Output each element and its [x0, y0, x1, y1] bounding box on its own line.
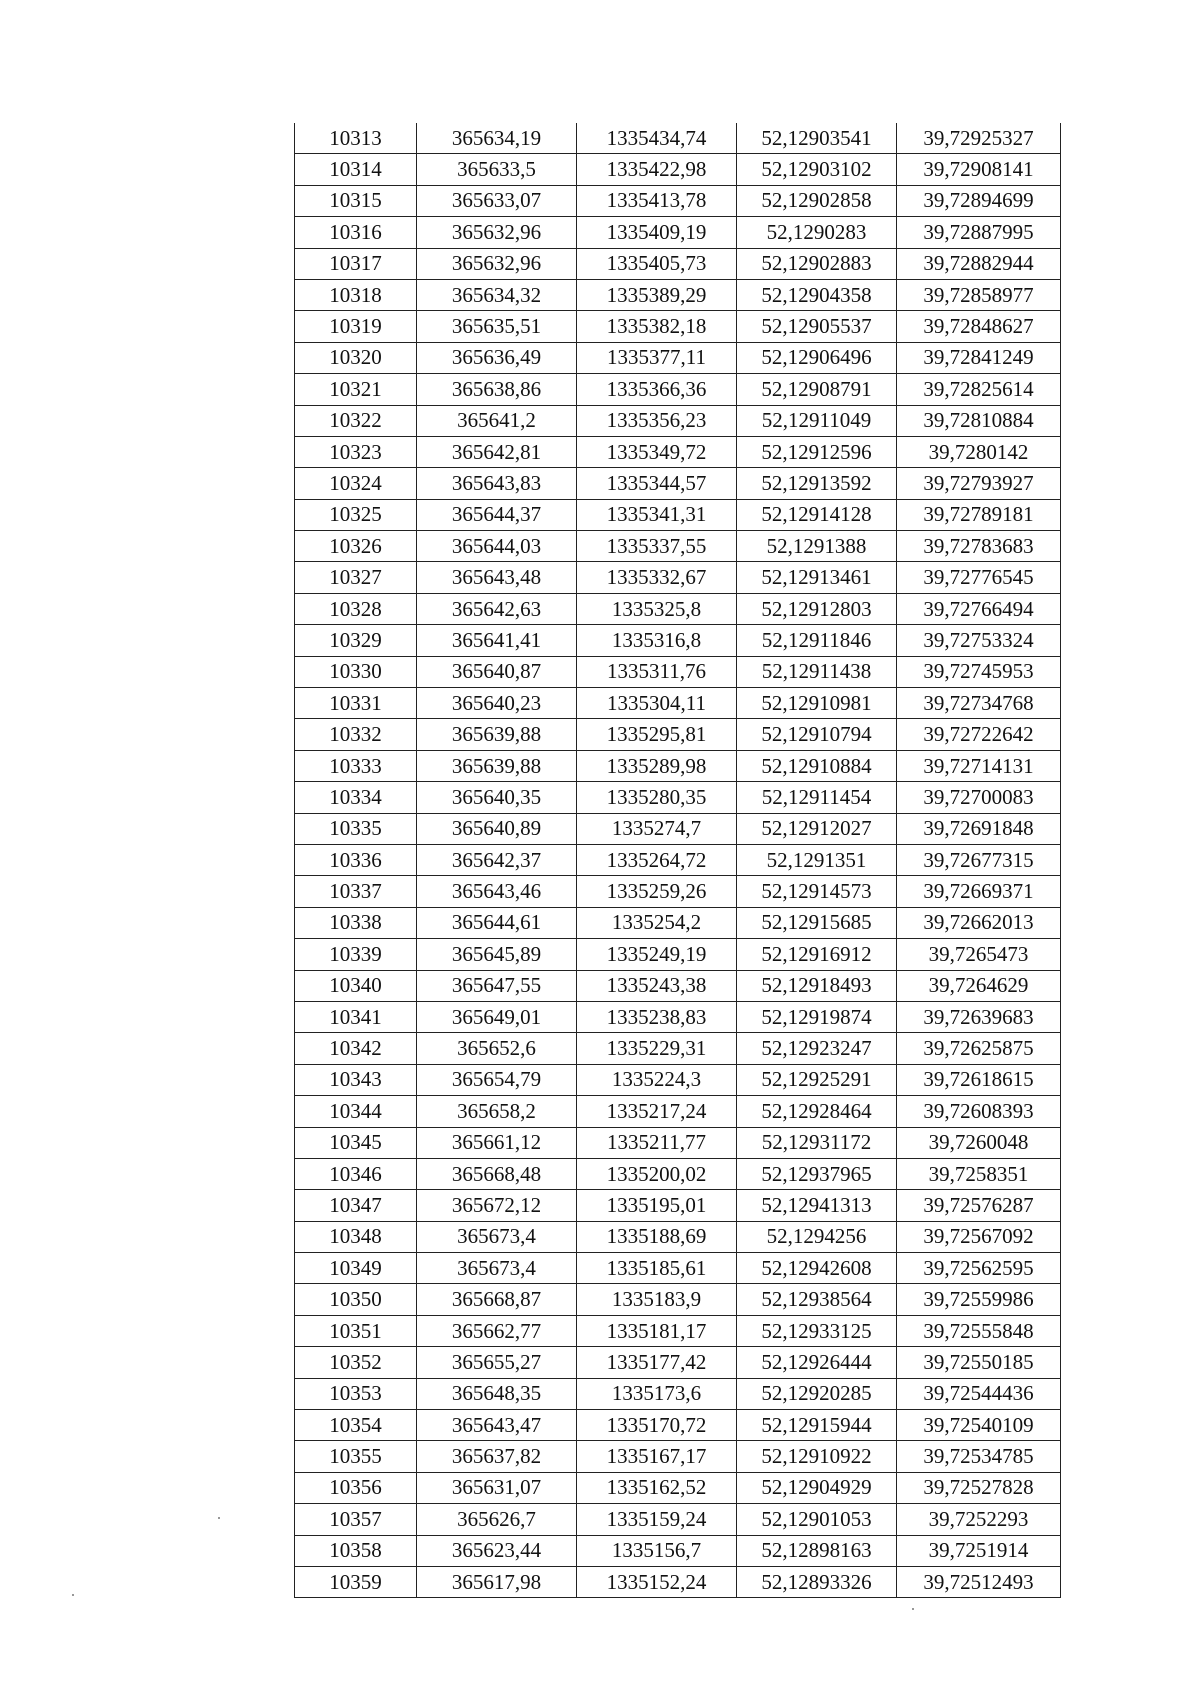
point-number-cell: 10318 [295, 279, 417, 310]
coordinates-table-body [295, 123, 1061, 1598]
x-coordinate-cell: 365617,98 [417, 1566, 577, 1597]
table-row [295, 876, 1061, 907]
table-row [295, 750, 1061, 781]
point-number-cell: 10325 [295, 499, 417, 530]
x-coordinate-cell: 365631,07 [417, 1472, 577, 1503]
point-number-cell: 10355 [295, 1441, 417, 1472]
latitude-cell: 52,12915944 [737, 1410, 897, 1441]
longitude-cell: 39,72559986 [897, 1284, 1061, 1315]
point-number-cell: 10320 [295, 342, 417, 373]
longitude-cell: 39,7264629 [897, 970, 1061, 1001]
longitude-cell: 39,72722642 [897, 719, 1061, 750]
point-number-cell: 10334 [295, 782, 417, 813]
y-coordinate-cell: 1335185,61 [577, 1253, 737, 1284]
longitude-cell: 39,72894699 [897, 185, 1061, 216]
latitude-cell: 52,12905537 [737, 311, 897, 342]
longitude-cell: 39,72625875 [897, 1033, 1061, 1064]
y-coordinate-cell: 1335224,3 [577, 1064, 737, 1095]
longitude-cell: 39,72618615 [897, 1064, 1061, 1095]
longitude-cell: 39,72753324 [897, 625, 1061, 656]
longitude-cell: 39,72567092 [897, 1221, 1061, 1252]
point-number-cell: 10350 [295, 1284, 417, 1315]
latitude-cell: 52,12910922 [737, 1441, 897, 1472]
y-coordinate-cell: 1335200,02 [577, 1158, 737, 1189]
x-coordinate-cell: 365644,61 [417, 907, 577, 938]
table-row [295, 1535, 1061, 1566]
table-row [295, 813, 1061, 844]
point-number-cell: 10319 [295, 311, 417, 342]
table-row [295, 970, 1061, 1001]
y-coordinate-cell: 1335289,98 [577, 750, 737, 781]
x-coordinate-cell: 365633,07 [417, 185, 577, 216]
y-coordinate-cell: 1335156,7 [577, 1535, 737, 1566]
point-number-cell: 10343 [295, 1064, 417, 1095]
longitude-cell: 39,7251914 [897, 1535, 1061, 1566]
x-coordinate-cell: 365662,77 [417, 1315, 577, 1346]
x-coordinate-cell: 365626,7 [417, 1504, 577, 1535]
y-coordinate-cell: 1335162,52 [577, 1472, 737, 1503]
table-row [295, 1284, 1061, 1315]
latitude-cell: 52,12904929 [737, 1472, 897, 1503]
x-coordinate-cell: 365658,2 [417, 1096, 577, 1127]
point-number-cell: 10345 [295, 1127, 417, 1158]
longitude-cell: 39,72810884 [897, 405, 1061, 436]
point-number-cell: 10338 [295, 907, 417, 938]
x-coordinate-cell: 365673,4 [417, 1221, 577, 1252]
point-number-cell: 10346 [295, 1158, 417, 1189]
table-row [295, 1378, 1061, 1409]
x-coordinate-cell: 365643,47 [417, 1410, 577, 1441]
latitude-cell: 52,12911438 [737, 656, 897, 687]
table-row [295, 185, 1061, 216]
latitude-cell: 52,12912027 [737, 813, 897, 844]
latitude-cell: 52,1290283 [737, 217, 897, 248]
y-coordinate-cell: 1335229,31 [577, 1033, 737, 1064]
table-row [295, 311, 1061, 342]
y-coordinate-cell: 1335311,76 [577, 656, 737, 687]
point-number-cell: 10327 [295, 562, 417, 593]
latitude-cell: 52,12916912 [737, 939, 897, 970]
longitude-cell: 39,72540109 [897, 1410, 1061, 1441]
latitude-cell: 52,12903102 [737, 154, 897, 185]
longitude-cell: 39,72544436 [897, 1378, 1061, 1409]
point-number-cell: 10317 [295, 248, 417, 279]
longitude-cell: 39,72734768 [897, 688, 1061, 719]
y-coordinate-cell: 1335332,67 [577, 562, 737, 593]
scan-speck [912, 1608, 914, 1610]
x-coordinate-cell: 365641,2 [417, 405, 577, 436]
table-row [295, 688, 1061, 719]
table-row [295, 405, 1061, 436]
point-number-cell: 10353 [295, 1378, 417, 1409]
y-coordinate-cell: 1335167,17 [577, 1441, 737, 1472]
y-coordinate-cell: 1335389,29 [577, 279, 737, 310]
table-row [295, 625, 1061, 656]
point-number-cell: 10349 [295, 1253, 417, 1284]
point-number-cell: 10354 [295, 1410, 417, 1441]
point-number-cell: 10352 [295, 1347, 417, 1378]
table-row [295, 1001, 1061, 1032]
longitude-cell: 39,7280142 [897, 436, 1061, 467]
y-coordinate-cell: 1335413,78 [577, 185, 737, 216]
longitude-cell: 39,72562595 [897, 1253, 1061, 1284]
point-number-cell: 10332 [295, 719, 417, 750]
y-coordinate-cell: 1335295,81 [577, 719, 737, 750]
latitude-cell: 52,12913461 [737, 562, 897, 593]
table-row [295, 217, 1061, 248]
latitude-cell: 52,12937965 [737, 1158, 897, 1189]
y-coordinate-cell: 1335377,11 [577, 342, 737, 373]
point-number-cell: 10344 [295, 1096, 417, 1127]
table-row [295, 1472, 1061, 1503]
table-row [295, 1410, 1061, 1441]
point-number-cell: 10324 [295, 468, 417, 499]
longitude-cell: 39,72677315 [897, 844, 1061, 875]
x-coordinate-cell: 365639,88 [417, 750, 577, 781]
point-number-cell: 10347 [295, 1190, 417, 1221]
table-row [295, 154, 1061, 185]
point-number-cell: 10329 [295, 625, 417, 656]
x-coordinate-cell: 365635,51 [417, 311, 577, 342]
y-coordinate-cell: 1335249,19 [577, 939, 737, 970]
longitude-cell: 39,72534785 [897, 1441, 1061, 1472]
x-coordinate-cell: 365642,37 [417, 844, 577, 875]
table-row [295, 1347, 1061, 1378]
x-coordinate-cell: 365643,46 [417, 876, 577, 907]
latitude-cell: 52,12902858 [737, 185, 897, 216]
point-number-cell: 10340 [295, 970, 417, 1001]
x-coordinate-cell: 365634,32 [417, 279, 577, 310]
x-coordinate-cell: 365643,48 [417, 562, 577, 593]
y-coordinate-cell: 1335217,24 [577, 1096, 737, 1127]
longitude-cell: 39,72783683 [897, 531, 1061, 562]
latitude-cell: 52,12902883 [737, 248, 897, 279]
x-coordinate-cell: 365640,35 [417, 782, 577, 813]
y-coordinate-cell: 1335274,7 [577, 813, 737, 844]
x-coordinate-cell: 365632,96 [417, 217, 577, 248]
x-coordinate-cell: 365639,88 [417, 719, 577, 750]
point-number-cell: 10316 [295, 217, 417, 248]
table-row [295, 1504, 1061, 1535]
x-coordinate-cell: 365654,79 [417, 1064, 577, 1095]
x-coordinate-cell: 365642,63 [417, 593, 577, 624]
y-coordinate-cell: 1335434,74 [577, 123, 737, 154]
longitude-cell: 39,72550185 [897, 1347, 1061, 1378]
longitude-cell: 39,7260048 [897, 1127, 1061, 1158]
point-number-cell: 10348 [295, 1221, 417, 1252]
longitude-cell: 39,7252293 [897, 1504, 1061, 1535]
latitude-cell: 52,12920285 [737, 1378, 897, 1409]
table-row [295, 782, 1061, 813]
x-coordinate-cell: 365672,12 [417, 1190, 577, 1221]
x-coordinate-cell: 365638,86 [417, 374, 577, 405]
coordinates-table [294, 123, 1061, 1598]
longitude-cell: 39,72887995 [897, 217, 1061, 248]
table-row [295, 562, 1061, 593]
point-number-cell: 10328 [295, 593, 417, 624]
x-coordinate-cell: 365661,12 [417, 1127, 577, 1158]
point-number-cell: 10358 [295, 1535, 417, 1566]
point-number-cell: 10323 [295, 436, 417, 467]
table-row [295, 1190, 1061, 1221]
y-coordinate-cell: 1335405,73 [577, 248, 737, 279]
latitude-cell: 52,12911846 [737, 625, 897, 656]
point-number-cell: 10331 [295, 688, 417, 719]
latitude-cell: 52,12912803 [737, 593, 897, 624]
latitude-cell: 52,12923247 [737, 1033, 897, 1064]
y-coordinate-cell: 1335422,98 [577, 154, 737, 185]
table-row [295, 593, 1061, 624]
latitude-cell: 52,12912596 [737, 436, 897, 467]
table-row [295, 907, 1061, 938]
longitude-cell: 39,72908141 [897, 154, 1061, 185]
scan-speck [218, 1517, 220, 1519]
longitude-cell: 39,72576287 [897, 1190, 1061, 1221]
x-coordinate-cell: 365647,55 [417, 970, 577, 1001]
latitude-cell: 52,12919874 [737, 1001, 897, 1032]
table-row [295, 1096, 1061, 1127]
point-number-cell: 10321 [295, 374, 417, 405]
longitude-cell: 39,72700083 [897, 782, 1061, 813]
latitude-cell: 52,12898163 [737, 1535, 897, 1566]
y-coordinate-cell: 1335337,55 [577, 531, 737, 562]
longitude-cell: 39,72882944 [897, 248, 1061, 279]
longitude-cell: 39,72925327 [897, 123, 1061, 154]
table-row [295, 1221, 1061, 1252]
x-coordinate-cell: 365633,5 [417, 154, 577, 185]
longitude-cell: 39,72825614 [897, 374, 1061, 405]
x-coordinate-cell: 365632,96 [417, 248, 577, 279]
latitude-cell: 52,12910884 [737, 750, 897, 781]
y-coordinate-cell: 1335188,69 [577, 1221, 737, 1252]
longitude-cell: 39,72789181 [897, 499, 1061, 530]
table-row [295, 248, 1061, 279]
y-coordinate-cell: 1335356,23 [577, 405, 737, 436]
table-row [295, 1127, 1061, 1158]
point-number-cell: 10357 [295, 1504, 417, 1535]
table-row [295, 468, 1061, 499]
table-row [295, 279, 1061, 310]
point-number-cell: 10359 [295, 1566, 417, 1597]
y-coordinate-cell: 1335349,72 [577, 436, 737, 467]
latitude-cell: 52,12901053 [737, 1504, 897, 1535]
latitude-cell: 52,1291351 [737, 844, 897, 875]
x-coordinate-cell: 365640,23 [417, 688, 577, 719]
point-number-cell: 10341 [295, 1001, 417, 1032]
y-coordinate-cell: 1335280,35 [577, 782, 737, 813]
longitude-cell: 39,72793927 [897, 468, 1061, 499]
table-row [295, 499, 1061, 530]
y-coordinate-cell: 1335254,2 [577, 907, 737, 938]
latitude-cell: 52,12903541 [737, 123, 897, 154]
x-coordinate-cell: 365642,81 [417, 436, 577, 467]
latitude-cell: 52,12911049 [737, 405, 897, 436]
latitude-cell: 52,12914128 [737, 499, 897, 530]
table-row [295, 1158, 1061, 1189]
longitude-cell: 39,72527828 [897, 1472, 1061, 1503]
x-coordinate-cell: 365649,01 [417, 1001, 577, 1032]
y-coordinate-cell: 1335183,9 [577, 1284, 737, 1315]
table-row [295, 1441, 1061, 1472]
table-row [295, 656, 1061, 687]
table-row [295, 531, 1061, 562]
x-coordinate-cell: 365637,82 [417, 1441, 577, 1472]
longitude-cell: 39,72512493 [897, 1566, 1061, 1597]
table-row [295, 1566, 1061, 1597]
longitude-cell: 39,72745953 [897, 656, 1061, 687]
y-coordinate-cell: 1335259,26 [577, 876, 737, 907]
latitude-cell: 52,12908791 [737, 374, 897, 405]
point-number-cell: 10314 [295, 154, 417, 185]
longitude-cell: 39,7265473 [897, 939, 1061, 970]
point-number-cell: 10326 [295, 531, 417, 562]
longitude-cell: 39,72766494 [897, 593, 1061, 624]
y-coordinate-cell: 1335173,6 [577, 1378, 737, 1409]
latitude-cell: 52,1294256 [737, 1221, 897, 1252]
longitude-cell: 39,7258351 [897, 1158, 1061, 1189]
longitude-cell: 39,72841249 [897, 342, 1061, 373]
latitude-cell: 52,12893326 [737, 1566, 897, 1597]
x-coordinate-cell: 365645,89 [417, 939, 577, 970]
longitude-cell: 39,72848627 [897, 311, 1061, 342]
y-coordinate-cell: 1335159,24 [577, 1504, 737, 1535]
longitude-cell: 39,72669371 [897, 876, 1061, 907]
x-coordinate-cell: 365644,03 [417, 531, 577, 562]
latitude-cell: 52,12918493 [737, 970, 897, 1001]
table-row [295, 374, 1061, 405]
y-coordinate-cell: 1335181,17 [577, 1315, 737, 1346]
x-coordinate-cell: 365643,83 [417, 468, 577, 499]
y-coordinate-cell: 1335316,8 [577, 625, 737, 656]
y-coordinate-cell: 1335238,83 [577, 1001, 737, 1032]
y-coordinate-cell: 1335325,8 [577, 593, 737, 624]
table-row [295, 342, 1061, 373]
latitude-cell: 52,12914573 [737, 876, 897, 907]
longitude-cell: 39,72555848 [897, 1315, 1061, 1346]
x-coordinate-cell: 365648,35 [417, 1378, 577, 1409]
table-row [295, 1253, 1061, 1284]
table-row [295, 844, 1061, 875]
x-coordinate-cell: 365668,48 [417, 1158, 577, 1189]
y-coordinate-cell: 1335304,11 [577, 688, 737, 719]
y-coordinate-cell: 1335211,77 [577, 1127, 737, 1158]
y-coordinate-cell: 1335177,42 [577, 1347, 737, 1378]
table-row [295, 1033, 1061, 1064]
latitude-cell: 52,12938564 [737, 1284, 897, 1315]
point-number-cell: 10337 [295, 876, 417, 907]
longitude-cell: 39,72858977 [897, 279, 1061, 310]
x-coordinate-cell: 365673,4 [417, 1253, 577, 1284]
longitude-cell: 39,72776545 [897, 562, 1061, 593]
point-number-cell: 10333 [295, 750, 417, 781]
point-number-cell: 10342 [295, 1033, 417, 1064]
longitude-cell: 39,72691848 [897, 813, 1061, 844]
y-coordinate-cell: 1335170,72 [577, 1410, 737, 1441]
x-coordinate-cell: 365652,6 [417, 1033, 577, 1064]
x-coordinate-cell: 365668,87 [417, 1284, 577, 1315]
latitude-cell: 52,12915685 [737, 907, 897, 938]
latitude-cell: 52,12926444 [737, 1347, 897, 1378]
x-coordinate-cell: 365640,89 [417, 813, 577, 844]
longitude-cell: 39,72608393 [897, 1096, 1061, 1127]
table-row [295, 939, 1061, 970]
latitude-cell: 52,12931172 [737, 1127, 897, 1158]
x-coordinate-cell: 365634,19 [417, 123, 577, 154]
y-coordinate-cell: 1335382,18 [577, 311, 737, 342]
y-coordinate-cell: 1335195,01 [577, 1190, 737, 1221]
y-coordinate-cell: 1335366,36 [577, 374, 737, 405]
latitude-cell: 52,12941313 [737, 1190, 897, 1221]
scan-speck [72, 1594, 74, 1596]
longitude-cell: 39,72639683 [897, 1001, 1061, 1032]
point-number-cell: 10322 [295, 405, 417, 436]
table-row [295, 123, 1061, 154]
x-coordinate-cell: 365636,49 [417, 342, 577, 373]
longitude-cell: 39,72662013 [897, 907, 1061, 938]
latitude-cell: 52,1291388 [737, 531, 897, 562]
latitude-cell: 52,12928464 [737, 1096, 897, 1127]
y-coordinate-cell: 1335409,19 [577, 217, 737, 248]
point-number-cell: 10315 [295, 185, 417, 216]
latitude-cell: 52,12942608 [737, 1253, 897, 1284]
latitude-cell: 52,12910794 [737, 719, 897, 750]
table-row [295, 1064, 1061, 1095]
latitude-cell: 52,12904358 [737, 279, 897, 310]
latitude-cell: 52,12925291 [737, 1064, 897, 1095]
x-coordinate-cell: 365655,27 [417, 1347, 577, 1378]
x-coordinate-cell: 365623,44 [417, 1535, 577, 1566]
y-coordinate-cell: 1335344,57 [577, 468, 737, 499]
point-number-cell: 10313 [295, 123, 417, 154]
latitude-cell: 52,12913592 [737, 468, 897, 499]
latitude-cell: 52,12933125 [737, 1315, 897, 1346]
point-number-cell: 10335 [295, 813, 417, 844]
x-coordinate-cell: 365644,37 [417, 499, 577, 530]
latitude-cell: 52,12910981 [737, 688, 897, 719]
table-row [295, 436, 1061, 467]
point-number-cell: 10336 [295, 844, 417, 875]
y-coordinate-cell: 1335264,72 [577, 844, 737, 875]
latitude-cell: 52,12906496 [737, 342, 897, 373]
x-coordinate-cell: 365640,87 [417, 656, 577, 687]
point-number-cell: 10330 [295, 656, 417, 687]
table-row [295, 719, 1061, 750]
y-coordinate-cell: 1335243,38 [577, 970, 737, 1001]
longitude-cell: 39,72714131 [897, 750, 1061, 781]
latitude-cell: 52,12911454 [737, 782, 897, 813]
x-coordinate-cell: 365641,41 [417, 625, 577, 656]
y-coordinate-cell: 1335341,31 [577, 499, 737, 530]
point-number-cell: 10356 [295, 1472, 417, 1503]
point-number-cell: 10351 [295, 1315, 417, 1346]
point-number-cell: 10339 [295, 939, 417, 970]
table-row [295, 1315, 1061, 1346]
y-coordinate-cell: 1335152,24 [577, 1566, 737, 1597]
